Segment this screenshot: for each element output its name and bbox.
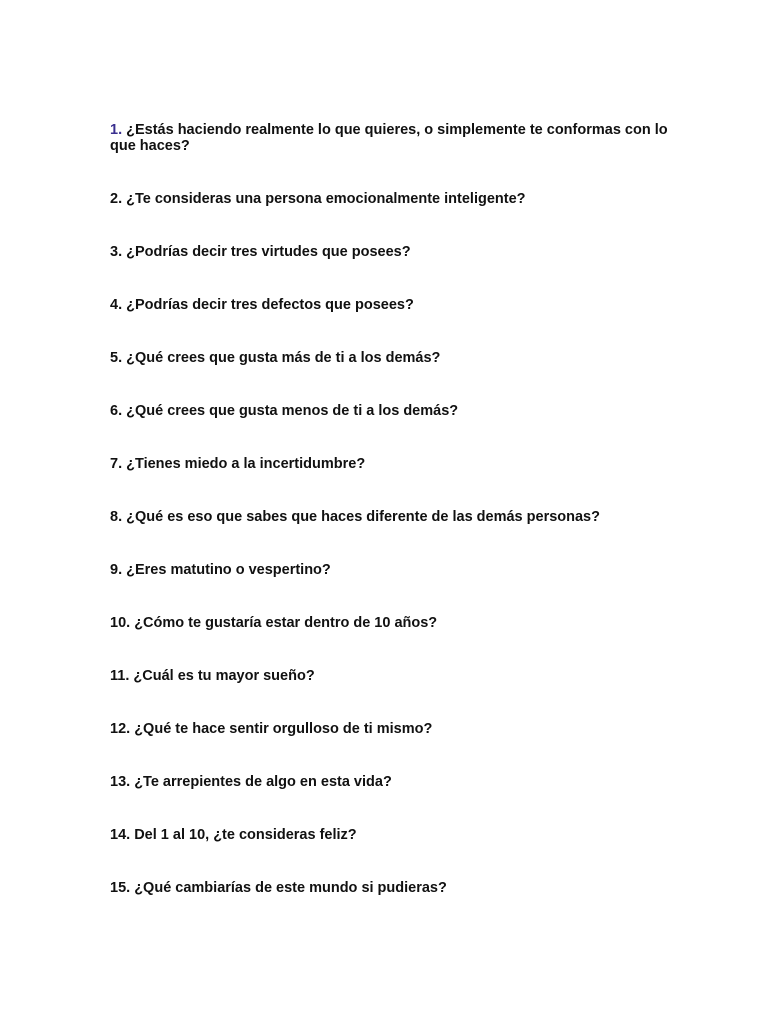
question-item — [110, 668, 670, 684]
question-number: 9. — [110, 562, 123, 578]
question-text: ¿Te consideras una persona emocionalmente inteligente? — [126, 191, 526, 207]
question-text: ¿Te arrepientes de algo en esta vida? — [134, 774, 392, 790]
question-number: 13. — [110, 774, 131, 790]
question-number: 14. — [110, 827, 131, 843]
question-item — [110, 721, 670, 737]
question-text: ¿Eres matutino o vespertino? — [126, 562, 331, 578]
question-number: 2. — [110, 191, 123, 207]
question-item — [110, 244, 670, 260]
question-item — [110, 297, 670, 313]
question-number: 12. — [110, 721, 131, 737]
question-number: 8. — [110, 509, 123, 525]
question-item — [110, 774, 670, 790]
question-text: ¿Cómo te gustaría estar dentro de 10 años? — [134, 615, 438, 631]
question-item — [110, 827, 670, 843]
question-text: ¿Cuál es tu mayor sueño? — [133, 668, 315, 684]
question-number: 15. — [110, 880, 131, 896]
question-number: 11. — [110, 668, 130, 684]
question-number: 6. — [110, 403, 123, 419]
question-text: ¿Podrías decir tres virtudes que posees? — [126, 244, 411, 260]
question-text: ¿Qué te hace sentir orgulloso de ti mismo? — [134, 721, 433, 737]
question-number: 5. — [110, 350, 123, 366]
question-text: ¿Qué cambiarías de este mundo si pudieras? — [134, 880, 447, 896]
question-item — [110, 403, 670, 419]
question-item — [110, 509, 670, 525]
question-item — [110, 350, 670, 366]
question-number: 10. — [110, 615, 131, 631]
question-text: ¿Podrías decir tres defectos que posees? — [126, 297, 414, 313]
question-number: 1. — [110, 122, 123, 138]
question-item — [110, 615, 670, 631]
question-item — [110, 191, 670, 207]
question-number: 7. — [110, 456, 123, 472]
question-list — [110, 122, 670, 896]
question-text: ¿Qué es eso que sabes que haces diferente de las demás personas? — [126, 509, 600, 525]
question-text: ¿Tienes miedo a la incertidumbre? — [126, 456, 366, 472]
question-text: ¿Estás haciendo realmente lo que quieres, o simplemente te conformas con lo que haces? — [110, 122, 668, 154]
question-item — [110, 880, 670, 896]
question-item — [110, 456, 670, 472]
question-number: 4. — [110, 297, 123, 313]
question-item — [110, 122, 670, 154]
question-text: Del 1 al 10, ¿te consideras feliz? — [134, 827, 357, 843]
question-text: ¿Qué crees que gusta menos de ti a los demás? — [126, 403, 459, 419]
question-item — [110, 562, 670, 578]
question-text: ¿Qué crees que gusta más de ti a los demás? — [126, 350, 441, 366]
question-number: 3. — [110, 244, 123, 260]
